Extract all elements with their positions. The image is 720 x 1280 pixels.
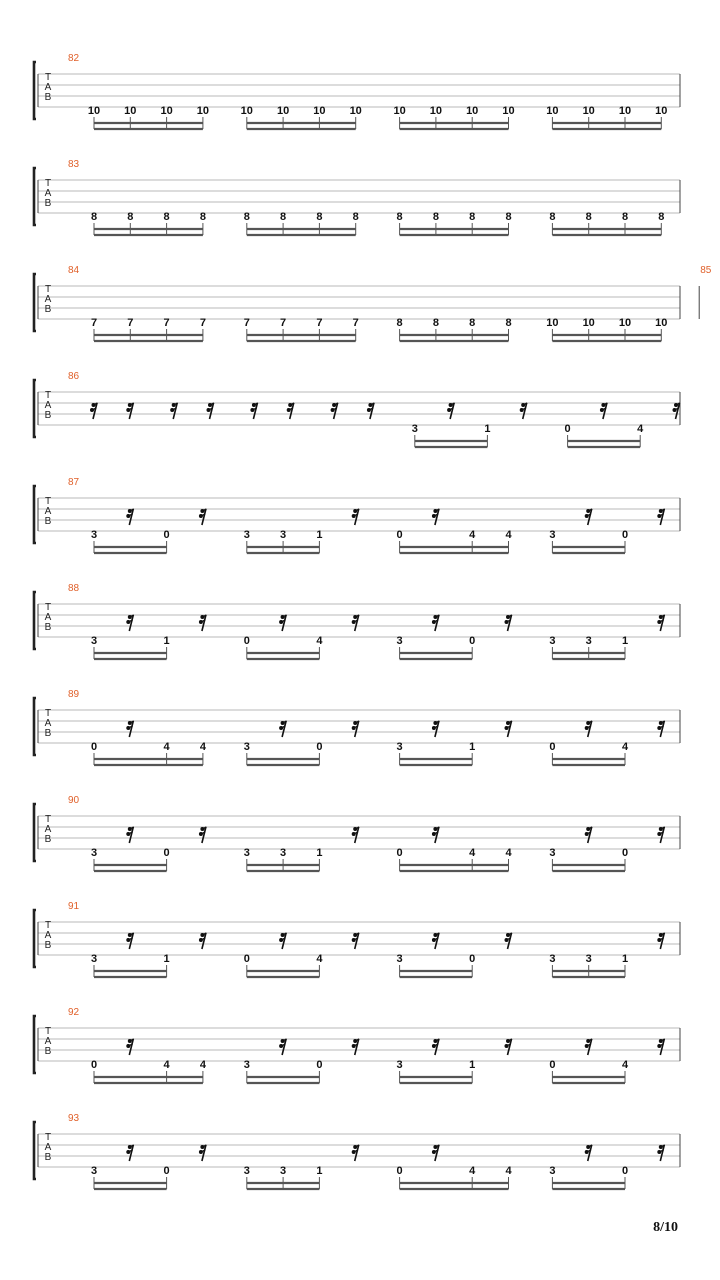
rest-symbol [585, 509, 593, 525]
fret-number: 3 [549, 1165, 556, 1177]
rest-symbol [657, 1145, 665, 1161]
fret-number: 1 [163, 635, 170, 647]
measure-number: 92 [68, 1007, 80, 1018]
fret-number: 4 [163, 741, 170, 753]
rest-symbol [279, 933, 287, 949]
fret-number: 7 [90, 317, 98, 329]
fret-number: 10 [618, 317, 632, 329]
fret-number: 0 [316, 1059, 323, 1071]
fret-number: 4 [199, 741, 206, 753]
rest-symbol [657, 933, 665, 949]
rest-symbol [367, 403, 375, 419]
fret-number: 1 [469, 1059, 476, 1071]
fret-number: 3 [549, 847, 556, 859]
tab-clef-letter-a: A [44, 718, 52, 729]
fret-number: 3 [243, 529, 250, 541]
fret-number: 0 [621, 1165, 629, 1177]
rest-symbol [657, 1039, 665, 1055]
system-bracket [34, 1016, 36, 1073]
fret-number: 3 [243, 1165, 250, 1177]
rest-symbol [352, 1145, 360, 1161]
measure-number: 89 [68, 689, 80, 700]
tab-clef-letter-t: T [44, 814, 52, 825]
fret-number: 8 [585, 211, 592, 223]
measure-number: 87 [68, 477, 80, 488]
rest-symbol [279, 1039, 287, 1055]
fret-number: 7 [199, 317, 206, 329]
fret-number: 3 [396, 1059, 403, 1071]
tab-clef-letter-b: B [44, 516, 52, 527]
tab-clef-letter-a: A [44, 824, 52, 835]
fret-number: 10 [546, 317, 559, 329]
fret-number: 1 [484, 423, 491, 435]
tab-clef-letter-b: B [44, 92, 52, 103]
fret-number: 4 [469, 529, 476, 541]
rest-symbol [126, 509, 134, 525]
fret-number: 4 [637, 423, 644, 435]
tab-clef-letter-b: B [44, 304, 52, 315]
fret-number: 10 [196, 105, 210, 117]
rest-symbol [199, 1145, 207, 1161]
fret-number: 1 [621, 953, 629, 965]
fret-number: 3 [90, 953, 98, 965]
fret-number: 0 [163, 1165, 170, 1177]
fret-number: 10 [466, 105, 479, 117]
rest-symbol [126, 1039, 134, 1055]
fret-number: 1 [469, 741, 476, 753]
rest-symbol [279, 721, 287, 737]
rest-symbol [170, 403, 178, 419]
fret-number: 8 [316, 211, 323, 223]
rest-symbol [432, 509, 440, 525]
fret-number: 3 [280, 847, 287, 859]
tab-clef-letter-t: T [44, 178, 52, 189]
fret-number: 3 [280, 529, 287, 541]
system-bracket [34, 910, 36, 967]
fret-number: 3 [90, 635, 98, 647]
fret-number: 3 [585, 953, 592, 965]
rest-symbol [432, 933, 440, 949]
system-bracket [34, 1122, 36, 1179]
rest-symbol [600, 403, 608, 419]
rest-symbol [199, 827, 207, 843]
fret-number: 3 [396, 741, 403, 753]
rest-symbol [352, 509, 360, 525]
fret-number: 10 [313, 105, 326, 117]
fret-number: 0 [621, 529, 629, 541]
fret-number: 8 [549, 211, 556, 223]
fret-number: 10 [655, 317, 668, 329]
fret-number: 7 [163, 317, 170, 329]
rest-symbol [352, 827, 360, 843]
rest-symbol [199, 509, 207, 525]
fret-number: 7 [316, 317, 323, 329]
fret-number: 0 [243, 953, 250, 965]
fret-number: 0 [90, 1059, 98, 1071]
fret-number: 10 [582, 317, 595, 329]
fret-number: 10 [124, 105, 137, 117]
fret-number: 3 [396, 635, 403, 647]
rest-symbol [199, 615, 207, 631]
fret-number: 4 [505, 529, 512, 541]
measure-number: 91 [68, 901, 80, 912]
rest-symbol [585, 827, 593, 843]
fret-number: 8 [352, 211, 359, 223]
fret-number: 1 [316, 1165, 323, 1177]
rest-symbol [657, 509, 665, 525]
fret-number: 7 [243, 317, 250, 329]
measure-number: 86 [68, 371, 80, 382]
fret-number: 0 [396, 847, 403, 859]
fret-number: 4 [316, 635, 323, 647]
fret-number: 8 [505, 317, 512, 329]
fret-number: 0 [90, 741, 98, 753]
rest-symbol [352, 615, 360, 631]
rest-symbol [126, 933, 134, 949]
fret-number: 4 [505, 1165, 512, 1177]
system-bracket [34, 168, 36, 225]
rest-symbol [279, 615, 287, 631]
fret-number: 0 [396, 1165, 403, 1177]
rest-symbol [352, 721, 360, 737]
tab-clef-letter-t: T [44, 602, 52, 613]
fret-number: 8 [658, 211, 665, 223]
rest-symbol [432, 721, 440, 737]
rest-symbol [352, 1039, 360, 1055]
fret-number: 0 [621, 847, 629, 859]
tab-clef-letter-t: T [44, 708, 52, 719]
measure-number: 85 [700, 265, 712, 276]
fret-number: 4 [621, 1059, 629, 1071]
fret-number: 1 [316, 529, 323, 541]
tab-clef-letter-t: T [44, 390, 52, 401]
tab-clef-letter-a: A [44, 1142, 52, 1153]
rest-symbol [432, 615, 440, 631]
tab-clef-letter-b: B [44, 1046, 52, 1057]
fret-number: 3 [411, 423, 418, 435]
rest-symbol [331, 403, 339, 419]
fret-number: 3 [549, 953, 556, 965]
tab-clef-letter-t: T [44, 1026, 52, 1037]
fret-number: 1 [163, 953, 170, 965]
system-bracket [34, 62, 36, 119]
rest-symbol [505, 721, 513, 737]
measure-number: 88 [68, 583, 80, 594]
fret-number: 4 [316, 953, 323, 965]
tab-clef-letter-a: A [44, 1036, 52, 1047]
measure-number: 93 [68, 1113, 80, 1124]
rest-symbol [432, 1145, 440, 1161]
tab-clef-letter-b: B [44, 728, 52, 739]
fret-number: 10 [546, 105, 559, 117]
fret-number: 4 [163, 1059, 170, 1071]
fret-number: 0 [469, 635, 476, 647]
fret-number: 1 [316, 847, 323, 859]
fret-number: 0 [564, 423, 571, 435]
rest-symbol [126, 403, 134, 419]
fret-number: 10 [429, 105, 443, 117]
rest-symbol [126, 615, 134, 631]
tab-clef-letter-t: T [44, 1132, 52, 1143]
fret-number: 8 [469, 317, 476, 329]
tab-clef-letter-t: T [44, 920, 52, 931]
fret-number: 0 [243, 635, 250, 647]
system-bracket [34, 486, 36, 543]
fret-number: 3 [90, 1165, 98, 1177]
rest-symbol [657, 721, 665, 737]
fret-number: 7 [352, 317, 359, 329]
rest-symbol [126, 721, 134, 737]
fret-number: 0 [549, 741, 556, 753]
fret-number: 10 [240, 105, 253, 117]
fret-number: 1 [621, 635, 629, 647]
page-number: 8/10 [653, 1220, 678, 1235]
fret-number: 3 [243, 1059, 250, 1071]
measure-number: 82 [68, 53, 80, 64]
rest-symbol [673, 403, 681, 419]
fret-number: 8 [90, 211, 98, 223]
fret-number: 3 [243, 847, 250, 859]
rest-symbol [585, 1039, 593, 1055]
fret-number: 0 [469, 953, 476, 965]
tab-clef-letter-a: A [44, 930, 52, 941]
tab-clef-letter-b: B [44, 410, 52, 421]
rest-symbol [657, 827, 665, 843]
fret-number: 3 [90, 847, 98, 859]
fret-number: 3 [396, 953, 403, 965]
tab-clef-letter-a: A [44, 188, 52, 199]
rest-symbol [585, 721, 593, 737]
tab-clef-letter-t: T [44, 284, 52, 295]
fret-number: 8 [432, 211, 439, 223]
fret-number: 4 [505, 847, 512, 859]
fret-number: 7 [127, 317, 134, 329]
fret-number: 8 [127, 211, 134, 223]
fret-number: 8 [432, 317, 439, 329]
fret-number: 10 [276, 105, 290, 117]
tab-clef-letter-a: A [44, 400, 52, 411]
fret-number: 4 [469, 1165, 476, 1177]
rest-symbol [505, 1039, 513, 1055]
measure-number: 83 [68, 159, 80, 170]
fret-number: 7 [280, 317, 287, 329]
rest-symbol [432, 827, 440, 843]
fret-number: 3 [280, 1165, 287, 1177]
fret-number: 8 [396, 211, 403, 223]
rest-symbol [126, 1145, 134, 1161]
rest-symbol [505, 933, 513, 949]
fret-number: 10 [582, 105, 595, 117]
tab-clef-letter-b: B [44, 198, 52, 209]
fret-number: 4 [621, 741, 629, 753]
fret-number: 10 [87, 105, 101, 117]
fret-number: 8 [621, 211, 629, 223]
system-bracket [34, 592, 36, 649]
fret-number: 4 [469, 847, 476, 859]
rest-symbol [207, 403, 215, 419]
fret-number: 3 [549, 529, 556, 541]
tab-clef-letter-b: B [44, 622, 52, 633]
rest-symbol [199, 933, 207, 949]
fret-number: 8 [396, 317, 403, 329]
fret-number: 3 [585, 635, 592, 647]
fret-number: 4 [199, 1059, 206, 1071]
fret-number: 0 [316, 741, 323, 753]
fret-number: 0 [549, 1059, 556, 1071]
fret-number: 0 [163, 847, 170, 859]
fret-number: 8 [199, 211, 206, 223]
fret-number: 0 [163, 529, 170, 541]
fret-number: 10 [160, 105, 173, 117]
rest-symbol [126, 827, 134, 843]
rest-symbol [447, 403, 455, 419]
system-bracket [34, 804, 36, 861]
rest-symbol [287, 403, 295, 419]
rest-symbol [90, 403, 98, 419]
tab-clef-letter-b: B [44, 940, 52, 951]
fret-number: 10 [393, 105, 406, 117]
rest-symbol [352, 933, 360, 949]
fret-number: 3 [243, 741, 250, 753]
fret-number: 10 [618, 105, 632, 117]
rest-symbol [657, 615, 665, 631]
system-bracket [34, 274, 36, 331]
tab-clef-letter-a: A [44, 294, 52, 305]
fret-number: 10 [502, 105, 515, 117]
tab-clef-letter-b: B [44, 834, 52, 845]
measure-number: 90 [68, 795, 80, 806]
rest-symbol [250, 403, 258, 419]
rest-symbol [432, 1039, 440, 1055]
fret-number: 8 [163, 211, 170, 223]
rest-symbol [520, 403, 528, 419]
fret-number: 8 [280, 211, 287, 223]
system-bracket [34, 698, 36, 755]
tab-clef-letter-a: A [44, 506, 52, 517]
tab-clef-letter-a: A [44, 612, 52, 623]
fret-number: 10 [655, 105, 668, 117]
system-bracket [34, 380, 36, 437]
tab-clef-letter-a: A [44, 82, 52, 93]
fret-number: 8 [505, 211, 512, 223]
tab-clef-letter-t: T [44, 72, 52, 83]
fret-number: 10 [349, 105, 362, 117]
fret-number: 3 [90, 529, 98, 541]
tab-clef-letter-b: B [44, 1152, 52, 1163]
rest-symbol [505, 615, 513, 631]
fret-number: 3 [549, 635, 556, 647]
tab-clef-letter-t: T [44, 496, 52, 507]
fret-number: 0 [396, 529, 403, 541]
rest-symbol [585, 1145, 593, 1161]
fret-number: 8 [469, 211, 476, 223]
measure-number: 84 [68, 265, 80, 276]
fret-number: 8 [243, 211, 250, 223]
